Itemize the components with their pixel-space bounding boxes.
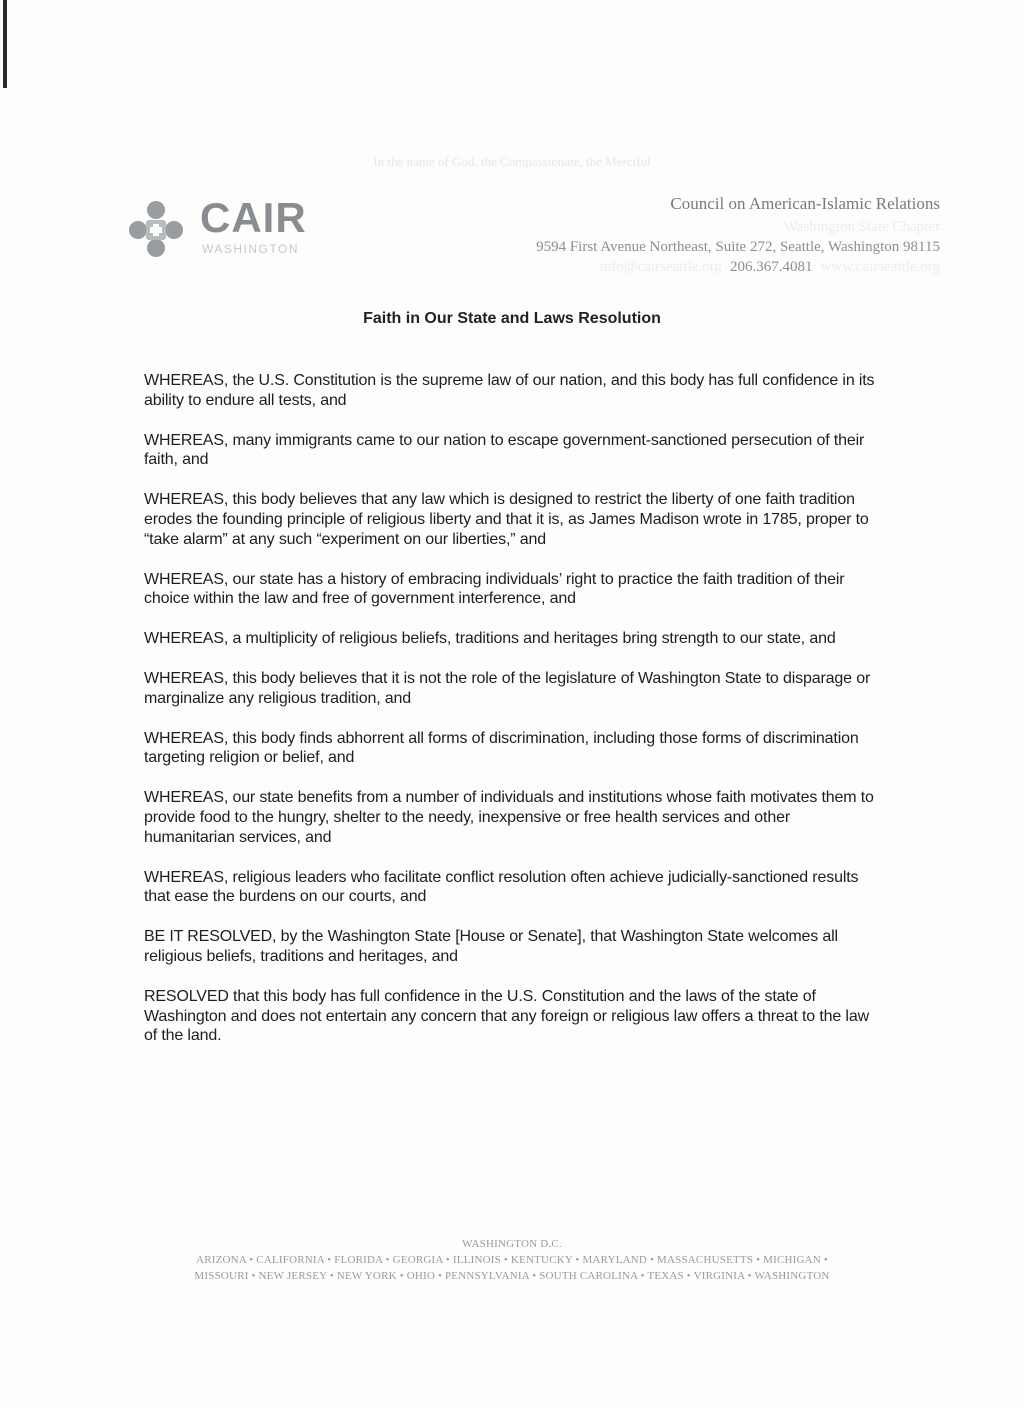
- footer-headquarters: WASHINGTON D.C.: [462, 1238, 562, 1250]
- footer-chapters-line-1: ARIZONA • CALIFORNIA • FLORIDA • GEORGIA • ILLINOIS • KENTUCKY • MARYLAND • MASSACHUSETTS • MICHIGAN •: [196, 1254, 828, 1266]
- document-title: Faith in Our State and Laws Resolution: [363, 310, 661, 327]
- resolution-clause: WHEREAS, our state benefits from a number of individuals and institutions whose faith motivates them to provide food to the hungry, shelter to the needy, inexpensive or free health services and other humanitarian services, and: [144, 789, 874, 846]
- logo-subtitle: WASHINGTON: [202, 242, 300, 256]
- footer-chapters-line-2: MISSOURI • NEW JERSEY • NEW YORK • OHIO • PENNSYLVANIA • SOUTH CAROLINA • TEXAS • VIRGINIA • WASHINGTON: [194, 1270, 830, 1282]
- letterhead-address-block: [536, 193, 940, 277]
- resolution-clause: WHEREAS, this body believes that any law which is designed to restrict the liberty of one faith tradition erodes the founding principle of religious liberty and that it is, as James Madison wrote in 1785, proper to “take alarm” at any such “experiment on our liberties,” and: [144, 491, 869, 548]
- basmala-line: In the name of God, the Compassionate, the Merciful: [373, 154, 651, 169]
- organization-website: www.cairseattle.org: [820, 259, 940, 275]
- organization-phone: 206.367.4081: [729, 259, 813, 275]
- resolution-clause: BE IT RESOLVED, by the Washington State [House or Senate], that Washington State welcomes all religious beliefs, traditions and heritages, and: [144, 928, 838, 965]
- cair-emblem-icon: [124, 198, 188, 262]
- resolution-clause: WHEREAS, our state has a history of embracing individuals’ right to practice the faith tradition of their choice within the law and free of government interference, and: [144, 570, 845, 608]
- logo-wordmark: CAIR: [200, 194, 307, 241]
- resolution-clause: WHEREAS, a multiplicity of religious beliefs, traditions and heritages bring strength to our state, and: [144, 630, 836, 648]
- resolution-clause: WHEREAS, this body believes that it is not the role of the legislature of Washington State to disparage or marginalize any religious tradition, and: [144, 669, 871, 707]
- organization-email: info@cairseattle.org: [599, 259, 722, 275]
- organization-chapter: Washington State Chapter: [783, 219, 940, 235]
- resolution-clause: WHEREAS, religious leaders who facilitate conflict resolution often achieve judicially-sanctioned results that ease the burdens on our courts, and: [144, 868, 859, 906]
- organization-address: 9594 First Avenue Northeast, Suite 272, Seattle, Washington 98115: [536, 239, 940, 255]
- scan-edge-mark: [3, 0, 7, 88]
- resolution-clause: RESOLVED that this body has full confidence in the U.S. Constitution and the laws of the state of Washington and does not entertain any concern that any foreign or religious law offers a threat to the law of the land.: [144, 987, 869, 1045]
- resolution-clause: WHEREAS, the U.S. Constitution is the supreme law of our nation, and this body has full confidence in its ability to endure all tests, and: [144, 372, 875, 409]
- organization-name: Council on American-Islamic Relations: [670, 194, 940, 213]
- letterhead-footer: [0, 1236, 1024, 1284]
- resolution-body: [144, 371, 884, 1066]
- resolution-clause: WHEREAS, this body finds abhorrent all forms of discrimination, including those forms of discrimination targeting religion or belief, and: [144, 729, 859, 767]
- resolution-clause: WHEREAS, many immigrants came to our nation to escape government-sanctioned persecution of their faith, and: [144, 431, 865, 469]
- organization-contact-line: [536, 257, 940, 277]
- cair-logo: [124, 194, 324, 262]
